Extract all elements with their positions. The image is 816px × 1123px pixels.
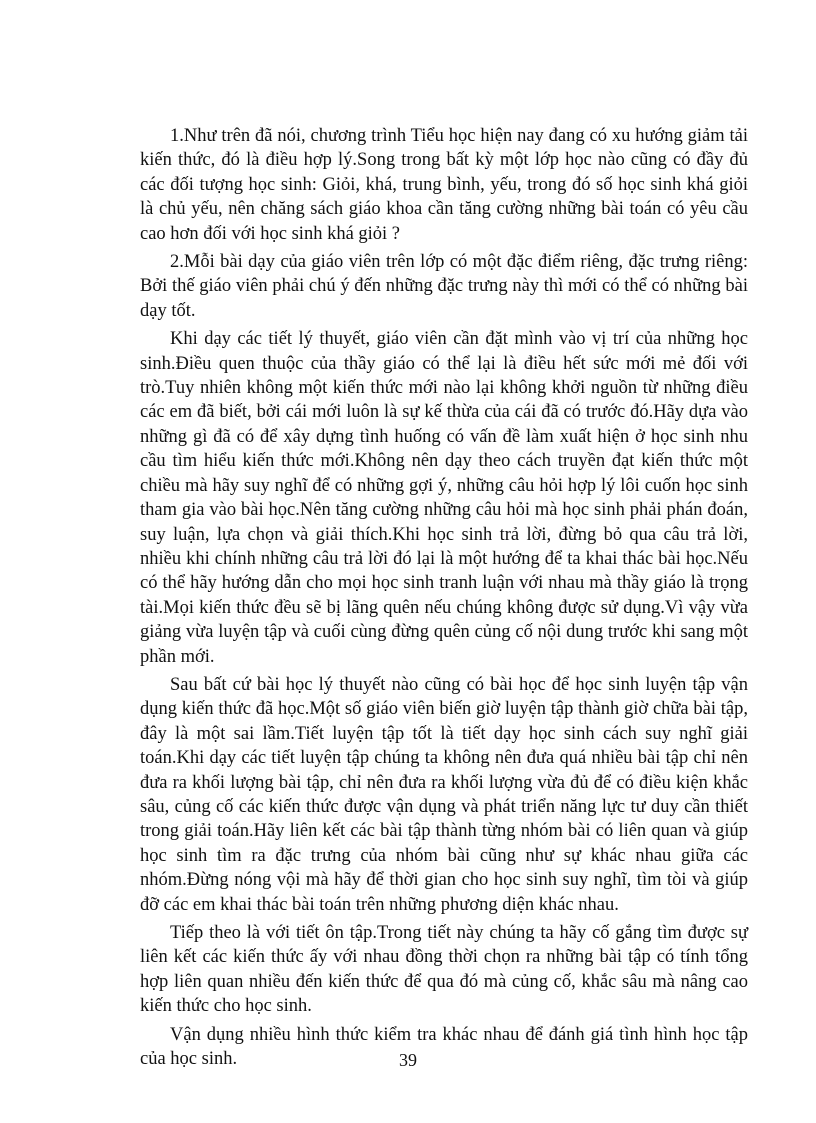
page-number: 39: [399, 1050, 417, 1070]
document-body: [140, 124, 748, 1075]
paragraph-1: 1.Như trên đã nói, chương trình Tiểu học hiện nay đang có xu hướng giảm tải kiến thức, đó là điều hợp lý.Song trong bất kỳ một lớp học nào cũng có đầy đủ các đối tượng học sinh: Giỏi, khá, trung bình, yếu, trong đó số học sinh khá giỏi là chủ yếu, nên chăng sách giáo khoa cần tăng cường những bài toán có yêu cầu cao hơn đối với học sinh khá giỏi ?: [140, 126, 748, 244]
paragraph-2: 2.Mỗi bài dạy của giáo viên trên lớp có một đặc điểm riêng, đặc trưng riêng: Bởi thế giáo viên phải chú ý đến những đặc trưng này thì mới có thể có những bài dạy tốt.: [140, 252, 748, 321]
paragraph-5: Tiếp theo là với tiết ôn tập.Trong tiết này chúng ta hãy cố gắng tìm được sự liên kết các kiến thức ấy với nhau đồng thời chọn ra những bài tập có tính tổng hợp liên quan nhiều đến kiến thức để qua đó mà củng cố, khắc sâu mà nâng cao kiến thức cho học sinh.: [140, 923, 748, 1017]
paragraph-6: Vận dụng nhiều hình thức kiểm tra khác nhau để đánh giá tình hình học tập của học sinh.: [140, 1024, 748, 1070]
paragraph-3: Khi dạy các tiết lý thuyết, giáo viên cần đặt mình vào vị trí của những học sinh.Điều quen thuộc của thầy giáo có thể lại là điều hết sức mới mẻ đối với trò.Tuy nhiên không một kiến thức mới nào lại không khởi nguồn từ những điều các em đã biết, bởi cái mới luôn là sự kế thừa của cái đã có trước đó.Hãy dựa vào những gì đã có để xây dựng tình huống có vấn đề làm xuất hiện ở học sinh nhu cầu tìm hiểu kiến thức mới.Không nên dạy theo cách truyền đạt kiến thức một chiều mà hãy suy nghĩ để có những gợi ý, những câu hỏi hợp lý lôi cuốn học sinh tham gia vào bài học.Nên tăng cường những câu hỏi mà học sinh phải phán đoán, suy luận, lựa chọn và giải thích.Khi học sinh trả lời, đừng bỏ qua câu trả lời, nhiều khi chính những câu trả lời đó lại là một hướng để ta khai thác bài học.Nếu có thể hãy hướng dẫn cho mọi học sinh tranh luận với nhau mà thầy giáo là trọng tài.Mọi kiến thức đều sẽ bị lãng quên nếu chúng không được sử dụng.Vì vậy vừa giảng vừa luyện tập và cuối cùng đừng quên củng cố nội dung trước khi sang một phần mới.: [140, 329, 748, 667]
paragraph-4: Sau bất cứ bài học lý thuyết nào cũng có bài học để học sinh luyện tập vận dụng kiến thức đã học.Một số giáo viên biến giờ luyện tập thành giờ chữa bài tập, đây là một sai lầm.Tiết luyện tập tốt là tiết dạy học sinh cách suy nghĩ giải toán.Khi dạy các tiết luyện tập chúng ta không nên đưa quá nhiều bài tập chỉ nên đưa ra khối lượng bài tập, chỉ nên đưa ra khối lượng vừa đủ để có điều kiện khắc sâu, củng cố các kiến thức được vận dụng và phát triển năng lực tư duy cần thiết trong giải toán.Hãy liên kết các bài tập thành từng nhóm bài có liên quan và giúp học sinh tìm ra đặc trưng của nhóm bài cũng như sự khác nhau giữa các nhóm.Đừng nóng vội mà hãy để thời gian cho học sinh suy nghĩ, tìm tòi và giúp đỡ các em khai thác bài toán trên những phương diện khác nhau.: [140, 674, 748, 915]
